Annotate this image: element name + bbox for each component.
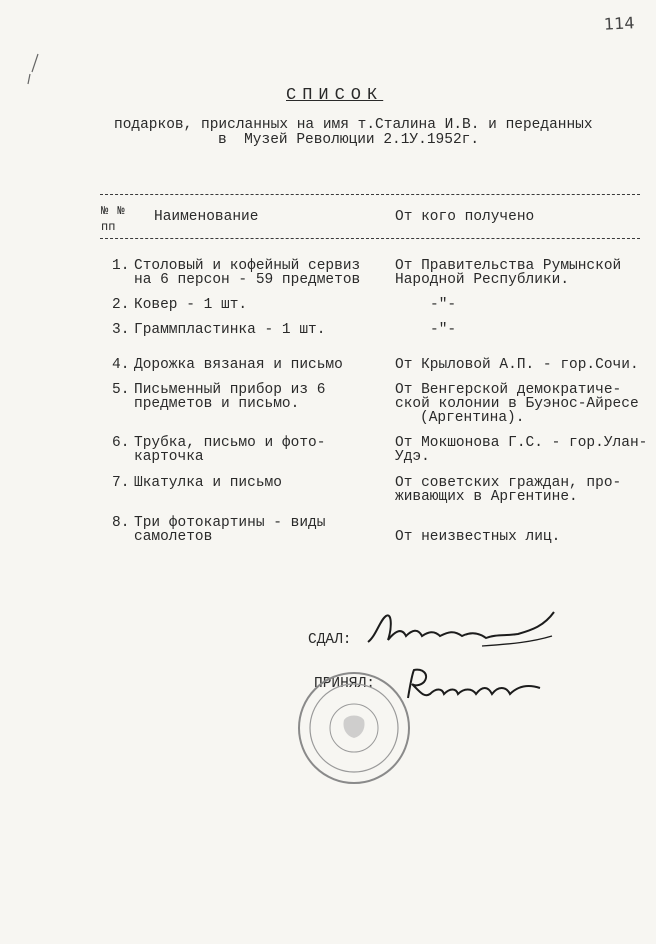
row-5-name-2: предметов и письмо.: [134, 396, 300, 412]
row-7-num: 7.: [112, 475, 130, 491]
row-6-name-1: Трубка, письмо и фото-: [134, 435, 326, 451]
row-8-num: 8.: [112, 515, 130, 531]
row-6-num: 6.: [112, 435, 130, 451]
row-2-source-1: -"-: [430, 297, 457, 313]
row-4-name-1: Дорожка вязаная и письмо: [134, 357, 343, 373]
received-label: ПРИНЯЛ:: [314, 676, 375, 692]
received-signature: [400, 664, 550, 708]
subtitle-line-1: подарков, присланных на имя т.Сталина И.В. и переданных: [114, 117, 593, 133]
row-8-name-2: самолетов: [134, 529, 213, 545]
subtitle-line-2: в Музей Революции 2.1У.1952г.: [218, 132, 480, 148]
row-7-name-1: Шкатулка и письмо: [134, 475, 282, 491]
row-6-source-1: От Мокшонова Г.С. - гор.Улан-: [395, 435, 648, 451]
row-3-source-1: -"-: [430, 322, 457, 338]
row-6-source-2: Удэ.: [395, 449, 430, 465]
row-1-source-1: От Правительства Румынской: [395, 258, 622, 274]
document-title: СПИСОК: [286, 86, 384, 105]
row-5-name-1: Письменный прибор из 6: [134, 382, 326, 398]
row-3-num: 3.: [112, 322, 130, 338]
row-1-source-2: Народной Республики.: [395, 272, 570, 288]
table-top-rule: [100, 194, 640, 195]
row-5-source-3: (Аргентина).: [420, 410, 525, 426]
row-8-name-1: Три фотокартины - виды: [134, 515, 326, 531]
table-header-rule: [100, 238, 640, 239]
row-5-source-1: От Венгерской демократиче-: [395, 382, 622, 398]
row-3-name-1: Граммпластинка - 1 шт.: [134, 322, 326, 338]
round-stamp: [296, 670, 412, 786]
row-2-name-1: Ковер - 1 шт.: [134, 297, 248, 313]
gave-signature: [362, 606, 562, 652]
row-2-num: 2.: [112, 297, 130, 313]
header-name: Наименование: [154, 209, 259, 225]
header-num-pp: пп: [101, 220, 116, 234]
row-5-source-2: ской колонии в Буэнос-Айресе: [395, 396, 639, 412]
row-7-source-1: От советских граждан, про-: [395, 475, 622, 491]
row-1-num: 1.: [112, 258, 130, 274]
margin-mark: [24, 52, 44, 86]
row-7-source-2: живающих в Аргентине.: [395, 489, 578, 505]
row-1-name-2: на 6 персон - 59 предметов: [134, 272, 361, 288]
page-number: 114: [603, 13, 636, 34]
row-5-num: 5.: [112, 382, 130, 398]
gave-label: СДАЛ:: [308, 632, 352, 648]
header-source: От кого получено: [395, 209, 535, 225]
row-4-num: 4.: [112, 357, 130, 373]
row-8-source-2: От неизвестных лиц.: [395, 529, 561, 545]
row-6-name-2: карточка: [134, 449, 204, 465]
row-4-source-1: От Крыловой А.П. - гор.Сочи.: [395, 357, 639, 373]
header-num: № №: [101, 204, 126, 218]
row-1-name-1: Столовый и кофейный сервиз: [134, 258, 361, 274]
